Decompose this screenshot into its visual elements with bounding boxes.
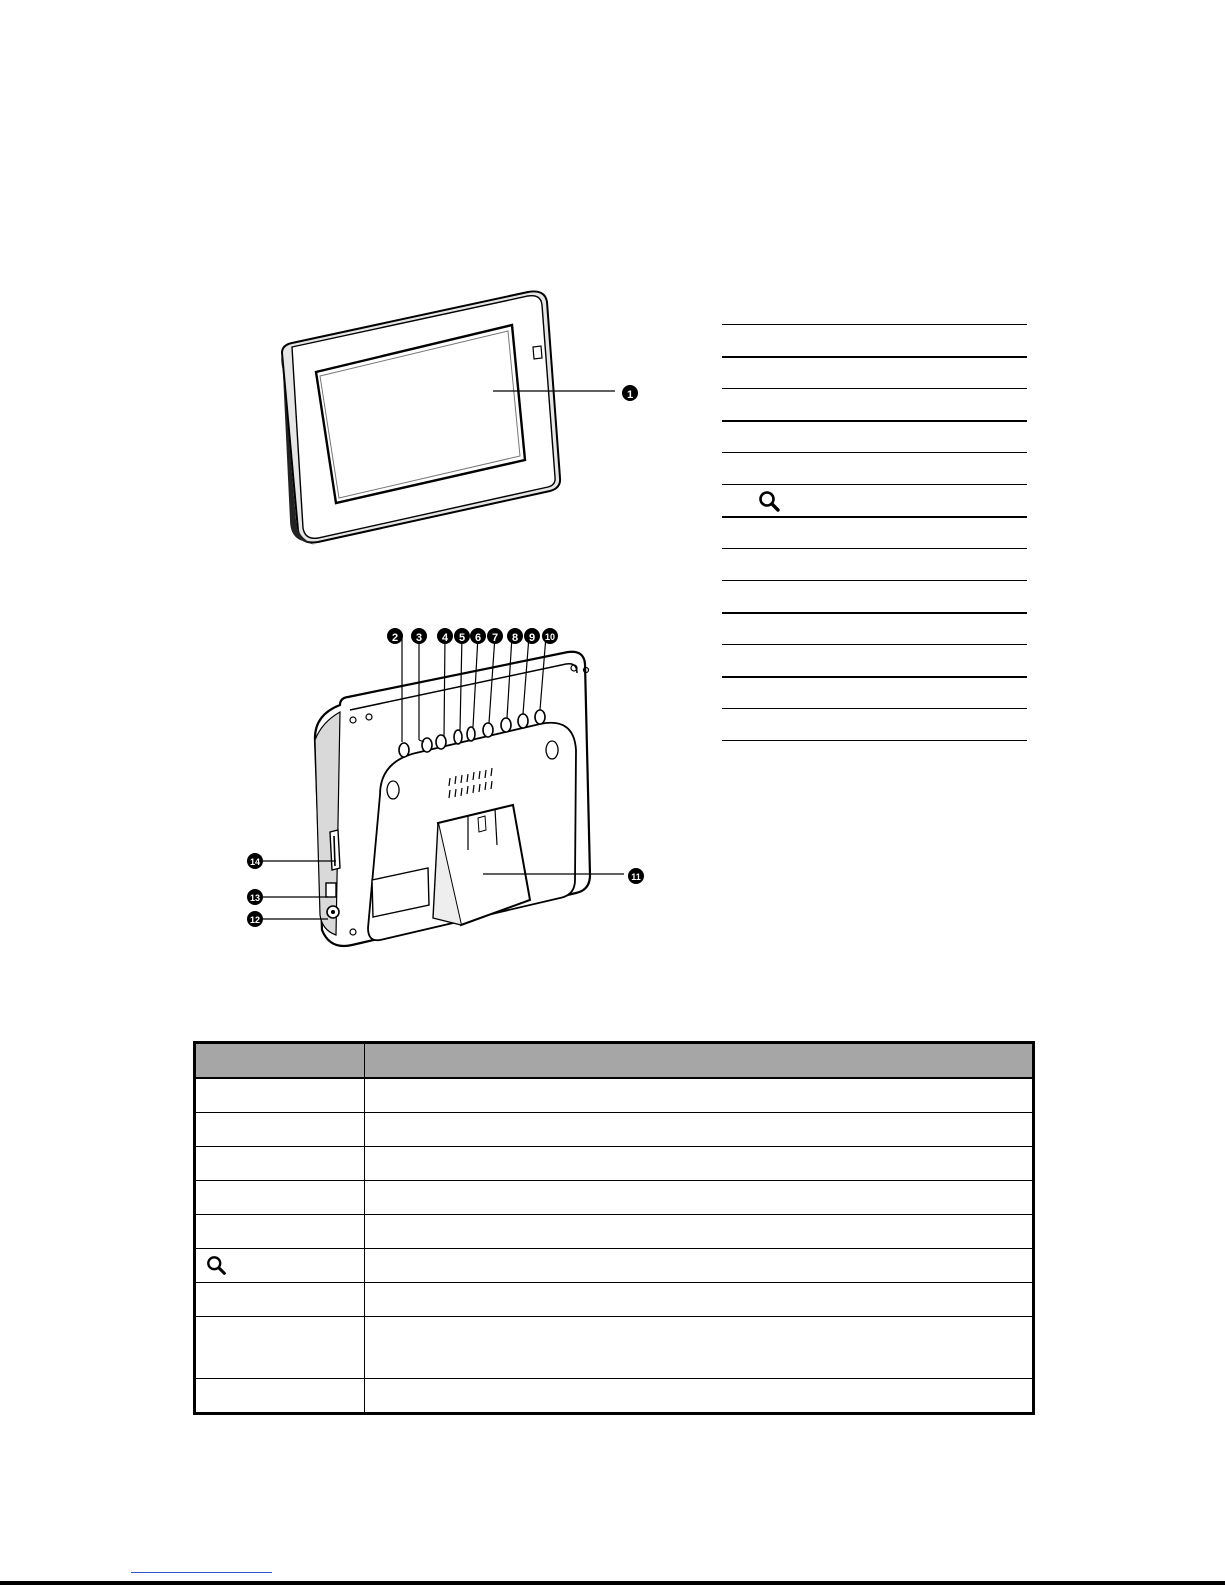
callout-14: 14 — [249, 857, 261, 867]
bottom-rule — [0, 1581, 1225, 1585]
front-view — [281, 291, 615, 545]
table-row — [195, 1317, 1034, 1379]
callout-3: 3 — [415, 632, 423, 644]
table-cell-description — [365, 1283, 1034, 1317]
table-row — [195, 1078, 1034, 1113]
table-row — [195, 1283, 1034, 1317]
table-cell-key — [195, 1283, 365, 1317]
reference-table — [193, 1041, 1035, 1415]
table-cell-description — [365, 1147, 1034, 1181]
parts-row — [722, 420, 1027, 452]
table-header-row — [195, 1043, 1034, 1079]
callout-6: 6 — [474, 632, 482, 644]
parts-list-end-rule — [722, 740, 1027, 741]
table-cell-description — [365, 1181, 1034, 1215]
parts-row — [722, 324, 1027, 356]
parts-row — [722, 580, 1027, 612]
magnifier-icon — [758, 490, 782, 514]
header-cell-key — [195, 1043, 365, 1079]
table-cell-key — [195, 1379, 365, 1414]
table-cell-key — [195, 1181, 365, 1215]
footer-link-underline[interactable] — [131, 1572, 272, 1573]
table-row — [195, 1379, 1034, 1414]
parts-row — [722, 452, 1027, 484]
table-row — [195, 1113, 1034, 1147]
table-cell-description — [365, 1249, 1034, 1283]
callout-1: 1 — [626, 389, 634, 401]
parts-row — [722, 516, 1027, 548]
callout-4: 4 — [441, 632, 449, 644]
callout-9: 9 — [528, 632, 536, 644]
parts-row-zoom — [722, 484, 1027, 516]
table-cell-description — [365, 1379, 1034, 1414]
header-cell-description — [365, 1043, 1034, 1079]
magnifier-icon — [206, 1255, 228, 1277]
table-cell-description — [365, 1317, 1034, 1379]
parts-row — [722, 388, 1027, 420]
table-row — [195, 1147, 1034, 1181]
table-cell-key — [195, 1147, 365, 1181]
callout-10: 10 — [544, 632, 556, 642]
table-cell-description — [365, 1078, 1034, 1113]
parts-row — [722, 356, 1027, 388]
callout-2: 2 — [391, 632, 399, 644]
parts-row — [722, 676, 1027, 708]
parts-row — [722, 548, 1027, 580]
table-row-zoom — [195, 1249, 1034, 1283]
callout-8: 8 — [511, 632, 519, 644]
callout-12: 12 — [249, 915, 261, 925]
callout-11: 11 — [631, 872, 641, 882]
table-cell-key — [195, 1317, 365, 1379]
parts-row — [722, 708, 1027, 740]
callout-5: 5 — [458, 632, 466, 644]
table-cell-description — [365, 1215, 1034, 1249]
callout-13: 13 — [249, 893, 261, 903]
parts-row — [722, 644, 1027, 676]
callout-7: 7 — [491, 632, 499, 644]
parts-list — [722, 324, 1027, 741]
table-row — [195, 1181, 1034, 1215]
table-row — [195, 1215, 1034, 1249]
parts-row — [722, 612, 1027, 644]
table-cell-key — [195, 1113, 365, 1147]
table-cell-key — [195, 1215, 365, 1249]
table-cell-key — [195, 1249, 365, 1283]
back-view — [263, 636, 624, 946]
table-cell-key — [195, 1078, 365, 1113]
table-cell-description — [365, 1113, 1034, 1147]
